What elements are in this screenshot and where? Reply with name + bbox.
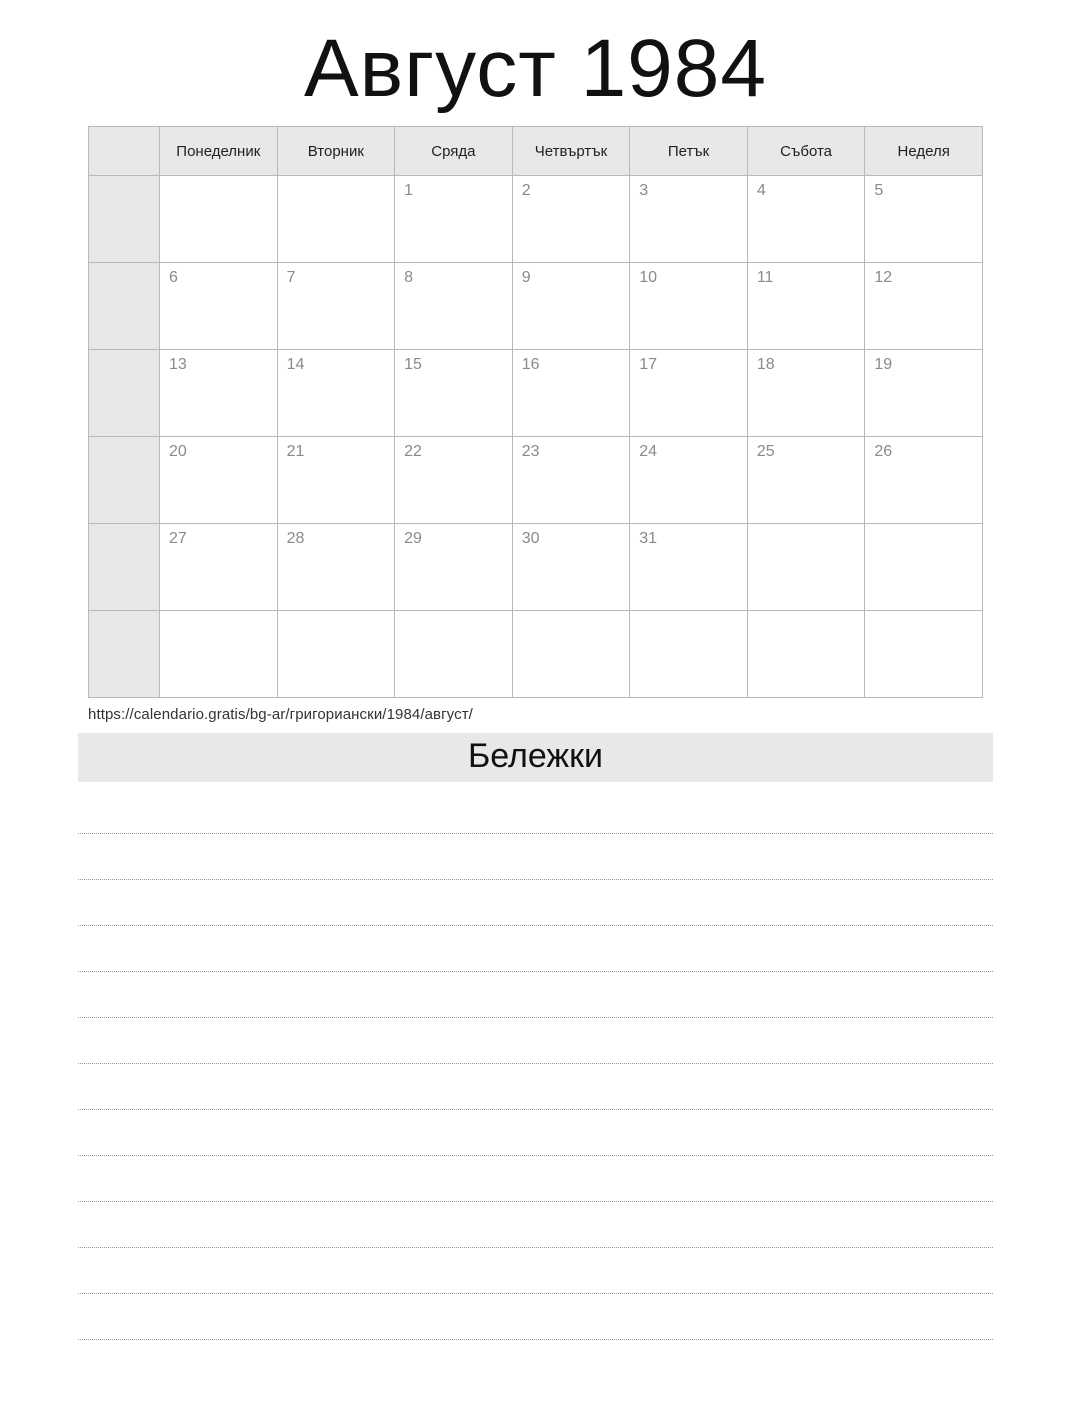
- note-line[interactable]: [78, 1294, 993, 1340]
- day-cell[interactable]: [865, 524, 983, 611]
- day-cell[interactable]: [160, 611, 278, 698]
- day-cell[interactable]: [747, 176, 865, 263]
- day-number: [749, 612, 864, 618]
- day-number: 20: [169, 443, 187, 461]
- weekday-header-thursday: Четвъртък: [512, 127, 630, 176]
- week-side-cell: [89, 437, 160, 524]
- day-number: 4: [756, 182, 766, 200]
- calendar-week-row: [89, 437, 983, 524]
- day-cell[interactable]: [512, 350, 630, 437]
- day-cell[interactable]: [395, 176, 513, 263]
- day-number: 6: [169, 269, 178, 287]
- source-url[interactable]: https://calendario.gratis/bg-ar/григориански/1984/август/: [88, 706, 473, 724]
- day-number: 26: [874, 443, 893, 461]
- note-line[interactable]: [78, 1018, 993, 1064]
- day-cell[interactable]: [630, 437, 748, 524]
- day-number: 10: [639, 269, 658, 287]
- day-number: 25: [756, 443, 775, 461]
- weekday-header-sunday: Неделя: [865, 127, 983, 176]
- note-line[interactable]: [78, 1248, 993, 1294]
- week-side-cell: [89, 263, 160, 350]
- day-number: [514, 612, 629, 618]
- day-number: 28: [286, 530, 305, 548]
- day-number: 11: [756, 269, 774, 287]
- calendar-page: [0, 22, 1071, 1408]
- day-cell[interactable]: [160, 437, 278, 524]
- calendar-week-row: [89, 611, 983, 698]
- week-side-cell: [89, 350, 160, 437]
- day-number: 24: [639, 443, 658, 461]
- day-number: 23: [521, 443, 540, 461]
- day-cell[interactable]: [395, 524, 513, 611]
- page-title: Август 1984: [303, 23, 767, 114]
- day-cell[interactable]: [160, 350, 278, 437]
- calendar-table: [88, 126, 983, 698]
- day-number: [866, 612, 981, 618]
- day-cell[interactable]: [277, 350, 395, 437]
- day-number: [631, 612, 746, 618]
- notes-lines: [78, 788, 993, 1340]
- calendar-container: [88, 126, 983, 698]
- day-cell[interactable]: [747, 524, 865, 611]
- day-cell[interactable]: [277, 176, 395, 263]
- day-cell[interactable]: [865, 176, 983, 263]
- day-number: 3: [639, 182, 649, 200]
- note-line[interactable]: [78, 788, 993, 834]
- day-cell[interactable]: [395, 350, 513, 437]
- day-cell[interactable]: [512, 611, 630, 698]
- calendar-week-row: [89, 524, 983, 611]
- week-side-cell: [89, 524, 160, 611]
- day-cell[interactable]: [630, 611, 748, 698]
- day-cell[interactable]: [160, 176, 278, 263]
- day-cell[interactable]: [277, 524, 395, 611]
- day-number: 13: [169, 356, 187, 374]
- day-number: 5: [874, 182, 884, 200]
- note-line[interactable]: [78, 880, 993, 926]
- note-line[interactable]: [78, 1110, 993, 1156]
- calendar-week-row: [89, 176, 983, 263]
- calendar-header-row: [89, 127, 983, 176]
- day-number: [279, 177, 394, 183]
- day-number: 30: [521, 530, 540, 548]
- day-number: 22: [404, 443, 422, 461]
- day-cell[interactable]: [630, 176, 748, 263]
- day-cell[interactable]: [512, 263, 630, 350]
- note-line[interactable]: [78, 926, 993, 972]
- calendar-body: [89, 176, 983, 698]
- note-line[interactable]: [78, 1202, 993, 1248]
- day-number: 21: [286, 443, 305, 461]
- note-line[interactable]: [78, 834, 993, 880]
- day-cell[interactable]: [747, 263, 865, 350]
- day-cell[interactable]: [747, 437, 865, 524]
- day-cell[interactable]: [747, 350, 865, 437]
- day-number: 7: [286, 269, 296, 287]
- day-number: 14: [286, 356, 305, 374]
- day-number: 16: [521, 356, 540, 374]
- day-cell[interactable]: [395, 263, 513, 350]
- day-cell[interactable]: [630, 350, 748, 437]
- day-number: [866, 525, 981, 531]
- day-number: 17: [639, 356, 658, 374]
- day-number: [161, 612, 276, 618]
- day-cell[interactable]: [865, 263, 983, 350]
- day-number: 19: [874, 356, 893, 374]
- day-number: 1: [404, 182, 414, 200]
- day-number: 12: [874, 269, 893, 287]
- day-number: [396, 612, 511, 618]
- day-cell[interactable]: [277, 263, 395, 350]
- day-cell[interactable]: [395, 611, 513, 698]
- notes-heading: Бележки: [78, 733, 993, 782]
- weekday-header-friday: Петък: [630, 127, 748, 176]
- day-cell[interactable]: [277, 611, 395, 698]
- day-cell[interactable]: [865, 350, 983, 437]
- weekday-header-saturday: Събота: [747, 127, 865, 176]
- calendar-week-row: [89, 350, 983, 437]
- day-cell[interactable]: [395, 437, 513, 524]
- day-number: 31: [639, 530, 658, 548]
- day-cell[interactable]: [630, 263, 748, 350]
- day-cell[interactable]: [865, 611, 983, 698]
- day-cell[interactable]: [512, 524, 630, 611]
- day-number: 18: [756, 356, 775, 374]
- day-cell[interactable]: [512, 176, 630, 263]
- day-cell[interactable]: [512, 437, 630, 524]
- day-cell[interactable]: [160, 524, 278, 611]
- day-cell[interactable]: [630, 524, 748, 611]
- calendar-week-row: [89, 263, 983, 350]
- day-number: [279, 612, 394, 618]
- day-cell[interactable]: [865, 437, 983, 524]
- week-side-cell: [89, 176, 160, 263]
- day-cell[interactable]: [277, 437, 395, 524]
- weekday-header-monday: Понеделник: [160, 127, 278, 176]
- week-column-header: [89, 127, 160, 176]
- week-side-cell: [89, 611, 160, 698]
- day-number: 15: [404, 356, 422, 374]
- day-number: 9: [521, 269, 531, 287]
- note-line[interactable]: [78, 1156, 993, 1202]
- day-number: 29: [404, 530, 422, 548]
- day-number: 2: [521, 182, 531, 200]
- day-number: [749, 525, 864, 531]
- day-cell[interactable]: [747, 611, 865, 698]
- note-line[interactable]: [78, 972, 993, 1018]
- day-number: [161, 177, 276, 183]
- note-line[interactable]: [78, 1064, 993, 1110]
- day-cell[interactable]: [160, 263, 278, 350]
- day-number: 8: [404, 269, 414, 287]
- weekday-header-wednesday: Сряда: [395, 127, 513, 176]
- weekday-header-tuesday: Вторник: [277, 127, 395, 176]
- day-number: 27: [169, 530, 187, 548]
